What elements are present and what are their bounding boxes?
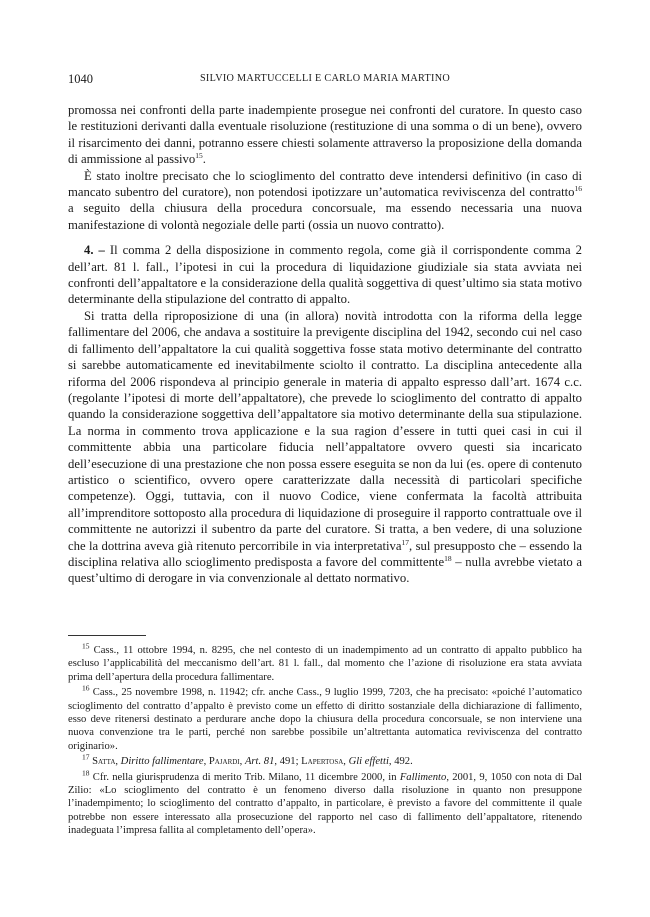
footnote-16: $^{16}$ Cass., 25 novembre 1998, n. 11942; cfr. anche Cass., 9 luglio 1999, 7203, che ha precisato: «poiché l’automatico scioglimento del contratto d’appalto è previsto come un effetto di diritto sostanziale della dichiarazione di fallimento, esso deve ritenersi destinato a perdurare anche dopo la chiusura della procedura concorsuale, se non interviene una nuova convenzione tra le parti, perché non sarebbe possibile un’altrettanta automatica reviviscenza del contratto originario». bbox=[68, 683, 582, 752]
footnote-ref-18[interactable]: 18 bbox=[444, 553, 452, 563]
footnote-ref-15[interactable]: 15 bbox=[195, 150, 203, 160]
footnotes bbox=[68, 641, 582, 840]
page-number: 1040 bbox=[68, 72, 93, 86]
paragraph-reform-2006: Si tratta della riproposizione di una (in allora) novità introdotta con la riforma della legge fallimentare del 2006, che andava a sostituire la previgente disciplina del 1942, secondo cui nel caso di fallimento dell’appaltatore la cui qualità soggettiva fosse stata motivo determinante del contratto si sarebbe automaticamente ed inevitabilmente sciolto il contratto. La disciplina antecedente alla riforma del 2006 rispondeva al principio generale in materia di appalto espresso dall’art. 1674 c.c. (regolante l’ipotesi di morte dell’appaltatore), che prevede lo scioglimento del contratto di appalto quando la considerazione soggettiva dell’appaltatore sia motivo determinante della sua stipulazione. La norma in commento trova applicazione e la sua ragion d’essere in tutti quei casi in cui il committente abbia una particolare fiducia nell’appaltatore ovvero questi sia incaricato dell’esecuzione di una prestazione che non possa essere eseguita se non da lui (es. opere di contenuto artistico o scientifico, ovvero opere caratterizzate dalla necessità di particolari specifiche competenze). Oggi, tuttavia, con il nuovo Codice, viene confermata la facoltà attribuita all’imprenditore sottoposto alla procedura di liquidazione di proseguire il rapporto contrattuale ove il committente ne autorizzi il subentro da parte del curatore. Si tratta, a ben vedere, di una soluzione che la dottrina aveva già ritenuto percorribile in via interpretativa$^{17}$, sul presupposto che – essendo la disciplina relativa allo scioglimento predisposta a favore del committente$^{18}$ – nulla avrebbe vietato a quest’ultimo di derogare in via convenzionale al dettato normativo. bbox=[68, 308, 583, 586]
footnote-18: $^{18}$ Cfr. nella giurisprudenza di merito Trib. Milano, 11 dicembre 2000, in Fallimento, 2001, 9, 1050 con nota di Dal Zilio: «Lo scioglimento del contratto è un fenomeno diverso dalla risoluzione in quanto non presuppone l’inadempimento; lo scioglimento del contratto d’appalto, in particolare, è previsto a favore del committente il quale potrebbe non essere interessato alla prosecuzione del rapporto nel caso di fallimento dell’appaltatore, ritenendo inadeguata l’impresa fallita al completamento dell’opera». bbox=[68, 768, 582, 837]
section-number: 4. – bbox=[84, 243, 105, 258]
section-4-paragraph: 4. – Il comma 2 della disposizione in commento regola, come già il corrispondente comma 2 dell’art. 81 l. fall., l’ipotesi in cui la procedura di liquidazione giudiziale sia stata avviata nei confronti dell’appaltatore e la considerazione della qualità soggettiva di quest’ultimo sia stata motivo determinante della stipulazione del contratto di appalto. bbox=[68, 243, 582, 307]
footnote-separator bbox=[68, 635, 146, 636]
footnote-17: $^{17}$ Satta, Diritto fallimentare, Pajardi, Art. 81, 491; Lapertosa, Gli effetti, 492. bbox=[82, 752, 413, 768]
footnote-ref-16[interactable]: 16 bbox=[574, 183, 582, 193]
running-title: SILVIO MARTUCCELLI E CARLO MARIA MARTINO bbox=[199, 73, 451, 84]
running-header bbox=[68, 72, 582, 88]
footnote-15: $^{15}$ Cass., 11 ottobre 1994, n. 8295, che nel contesto di un inadempimento ad un contratto di appalto pubblico ha escluso l’applicabilità del meccanismo dell’art. 81 l. fall., dal momento che l’azione di risoluzione era stata avviata prima dell’apertura della procedura fallimentare. bbox=[68, 641, 582, 683]
paragraph-definitive-dissolution: È stato inoltre precisato che lo scioglimento del contratto deve intendersi definitivo (in caso di mancato subentro del curatore), non potendosi ipotizzare un’automatica reviviscenza del contratto$^{16}$ a seguito della chiusura della procedura concorsuale, ma essendo necessaria una nuova manifestazione di volontà negoziale delle parti (ossia un nuovo contratto). bbox=[68, 168, 582, 232]
main-text bbox=[68, 102, 582, 587]
paragraph-continuation: promossa nei confronti della parte inadempiente prosegue nei confronti del curatore. In questo caso le restituzioni derivanti dalla eventuale risoluzione (restituzione di una somma o di un bene), ovvero il risarcimento dei danni, potranno essere chiesti solamente attraverso la proposizione della domanda di ammissione al passivo$^{15}$. bbox=[68, 103, 582, 167]
footnote-ref-17[interactable]: 17 bbox=[401, 537, 410, 547]
